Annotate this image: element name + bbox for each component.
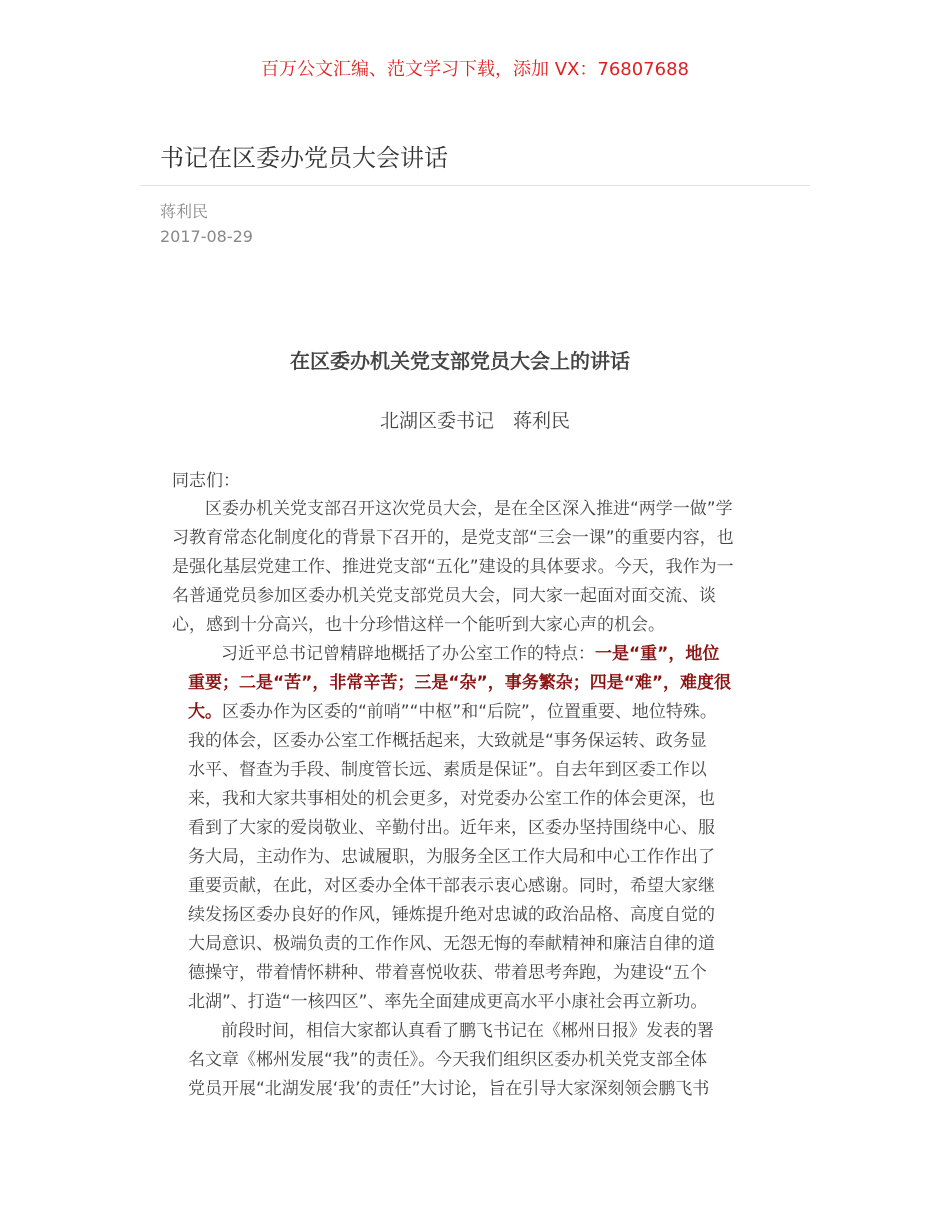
- text-line: 看到了大家的爱岗敬业、辛勤付出。近年来，区委办坚持围绕中心、服: [188, 818, 715, 838]
- text-line: 是强化基层党建工作、推进党支部“五化”建设的具体要求。今天，我作为一: [172, 557, 734, 577]
- text-line: 水平、督查为手段、制度管长远、素质是保证”。自去年到区委工作以: [188, 760, 707, 780]
- text-line: 来，我和大家共事相处的机会更多，对党委办公室工作的体会更深，也: [188, 789, 715, 809]
- text-line: 前段时间，相信大家都认真看了鹏飞书记在《郴州日报》发表的署: [221, 1021, 714, 1041]
- paragraph-2: [188, 640, 734, 1017]
- text-line: 名普通党员参加区委办机关党支部党员大会，同大家一起面对面交流、谈: [172, 586, 716, 606]
- text-line: [188, 640, 734, 669]
- text-line: 德操守，带着情怀耕种、带着喜悦收获、带着思考奔跑，为建设“五个: [188, 963, 707, 983]
- article-title: 书记在区委办党员大会讲话: [160, 144, 448, 172]
- text-span: 习近平总书记曾精辟地概括了办公室工作的特点：: [221, 644, 595, 664]
- text-line: 重要贡献，在此，对区委办全体干部表示衷心感谢。同时，希望大家继: [188, 876, 715, 896]
- document-body: [172, 495, 734, 1104]
- highlight-text: 大。: [188, 702, 222, 722]
- paragraph-1: [172, 495, 734, 640]
- article-date: 2017-08-29: [160, 227, 253, 246]
- text-line: [188, 698, 734, 727]
- text-line: 区委办机关党支部召开这次党员大会，是在全区深入推进“两学一做”学: [205, 499, 733, 519]
- document-subtitle: 北湖区委书记 蒋利民: [379, 410, 570, 432]
- paragraph-3: [188, 1017, 734, 1104]
- text-line: 我的体会，区委办公室工作概括起来，大致就是“事务保运转、政务显: [188, 731, 707, 751]
- text-line: 北湖”、打造“一核四区”、率先全面建成更高水平小康社会再立新功。: [188, 992, 708, 1012]
- text-line: 心，感到十分高兴，也十分珍惜这样一个能听到大家心声的机会。: [172, 615, 665, 635]
- divider: [140, 185, 810, 186]
- text-span: 区委办作为区委的“前哨”“中枢”和“后院”，位置重要、地位特殊。: [222, 702, 717, 722]
- highlight-text: 重要；二是“苦”，非常辛苦；三是“杂”，事务繁杂；四是“难”，难度很: [188, 673, 732, 693]
- text-line: 党员开展“北湖发展‘我’的责任”大讨论，旨在引导大家深刻领会鹏飞书: [188, 1079, 710, 1099]
- article-author: 蒋利民: [160, 202, 209, 221]
- salutation: 同志们：: [172, 471, 240, 491]
- text-line: 习教育常态化制度化的背景下召开的，是党支部“三会一课”的重要内容，也: [172, 528, 734, 548]
- text-line: 务大局，主动作为、忠诚履职，为服务全区工作大局和中心工作作出了: [188, 847, 715, 867]
- promo-banner: 百万公文汇编、范文学习下载，添加 VX：76807688: [261, 59, 689, 80]
- text-line: 大局意识、极端负责的工作作风、无怨无悔的奉献精神和廉洁自律的道: [188, 934, 715, 954]
- text-line: 续发扬区委办良好的作风，锤炼提升绝对忠诚的政治品格、高度自觉的: [188, 905, 715, 925]
- document-title: 在区委办机关党支部党员大会上的讲话: [290, 349, 630, 373]
- highlight-text: 一是“重”，地位: [595, 644, 720, 664]
- text-line: 名文章《郴州发展“我”的责任》。今天我们组织区委办机关党支部全体: [188, 1050, 708, 1070]
